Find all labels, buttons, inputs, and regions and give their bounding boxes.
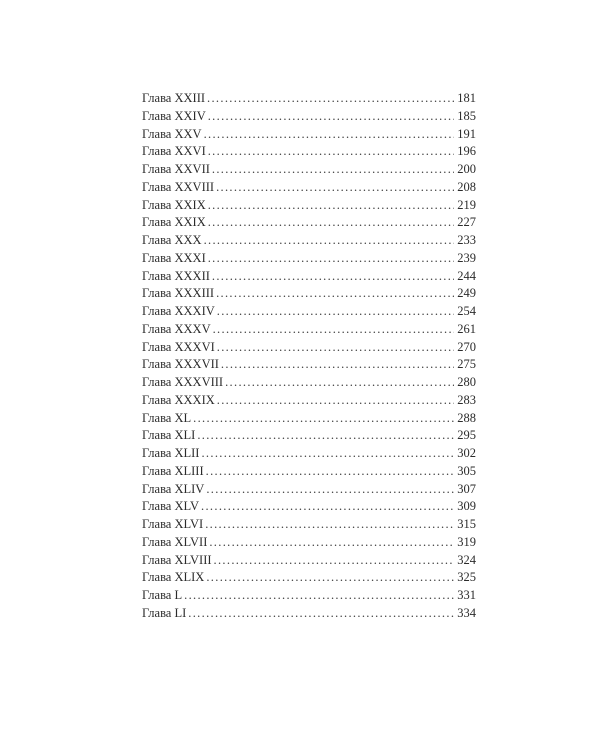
toc-entry-title: Глава XXVI [142,144,206,159]
toc-entry [142,285,476,303]
toc-entry [142,569,476,587]
dot-leader [225,374,454,392]
dot-leader [201,445,454,463]
dot-leader [188,605,454,623]
toc-entry-page-number: 324 [457,552,476,567]
toc-entry [142,605,476,623]
dot-leader [206,569,454,587]
toc-entry [142,268,476,286]
toc-entry-title: Глава XXXI [142,250,206,265]
toc-entry-title: Глава XLVII [142,534,208,549]
toc-entry-title: Глава XLII [142,446,200,460]
toc-entry-page-number: 233 [457,233,476,247]
toc-entry [142,587,476,605]
toc-entry [142,321,476,339]
toc-entry-title: Глава XLIII [142,463,204,478]
toc-entry-title: Глава XXIX [142,197,206,212]
toc-entry-title: Глава XLI [142,428,196,443]
toc-entry-page-number: 261 [457,321,476,336]
toc-entry [142,143,476,161]
toc-entry-page-number: 254 [457,304,476,318]
toc-entry-title: Глава XLVIII [142,552,212,567]
toc-entry-title: Глава XLIV [142,481,205,496]
toc-entry-page-number: 302 [457,446,476,460]
toc-entry [142,108,476,126]
toc-entry-page-number: 280 [457,375,476,389]
toc-entry-page-number: 305 [457,463,476,478]
toc-entry [142,392,476,410]
dot-leader [212,268,454,286]
toc-entry-title: Глава XXXVI [142,339,215,354]
toc-entry-page-number: 239 [457,250,476,265]
toc-entry [142,534,476,552]
dot-leader [201,498,454,516]
toc-entry-title: Глава XL [142,410,192,425]
toc-entry-page-number: 307 [457,481,476,496]
toc-entry [142,356,476,374]
toc-entry-title: Глава XXIII [142,91,206,105]
dot-leader [214,552,454,570]
dot-leader [217,303,454,321]
toc-entry-title: Глава L [142,588,183,602]
toc-entry-page-number: 191 [457,126,476,141]
toc-entry-title: Глава XXV [142,126,202,141]
toc-entry-page-number: 315 [457,517,476,531]
dot-leader [213,321,454,339]
dot-leader [208,143,454,161]
toc-entry-title: Глава XLVI [142,517,204,531]
dot-leader [208,250,454,268]
toc-entry-page-number: 244 [457,268,476,283]
toc-entry-page-number: 227 [457,215,476,230]
toc-entry [142,179,476,197]
dot-leader [221,356,454,374]
toc-entry-page-number: 181 [457,91,476,105]
toc-entry [142,481,476,499]
toc-entry-page-number: 325 [457,570,476,585]
toc-entry-page-number: 219 [457,197,476,212]
toc-entry-page-number: 249 [457,286,476,301]
toc-entry-page-number: 270 [457,339,476,354]
toc-entry-page-number: 319 [457,534,476,549]
toc-entry-title: Глава XXVII [142,162,210,176]
toc-entry-title: Глава XXXVIII [142,375,224,389]
toc-entry-page-number: 200 [457,162,476,176]
toc-entry-title: Глава XXXIII [142,286,215,301]
dot-leader [217,392,454,410]
toc-entry [142,516,476,534]
dot-leader [216,179,454,197]
toc-entry [142,197,476,215]
dot-leader [216,285,454,303]
dot-leader [207,90,454,108]
toc-entry-page-number: 283 [457,392,476,407]
toc-entry-page-number: 208 [457,179,476,194]
dot-leader [206,463,454,481]
toc-entry-title: Глава XXXIX [142,392,215,407]
toc-entry [142,498,476,516]
toc-entry-page-number: 196 [457,144,476,159]
toc-entry-title: Глава XXXVII [142,357,219,372]
dot-leader [209,534,454,552]
toc-entry-page-number: 275 [457,357,476,372]
dot-leader [206,481,454,499]
dot-leader [217,339,454,357]
toc-entry-title: Глава LI [142,605,187,620]
toc-entry [142,250,476,268]
toc-entry-title: Глава XXIV [142,108,206,123]
toc-entry [142,374,476,392]
toc-entry [142,232,476,250]
toc-entry [142,161,476,179]
toc-entry [142,126,476,144]
toc-entry-title: Глава XXXV [142,321,211,336]
toc-entry [142,552,476,570]
dot-leader [184,587,454,605]
toc-entry-title: Глава XXIX [142,215,206,230]
toc-entry-title: Глава XXX [142,233,202,247]
toc-entry-title: Глава XXXIV [142,304,215,318]
dot-leader [208,108,454,126]
toc-entry [142,339,476,357]
dot-leader [204,232,454,250]
toc-entry-page-number: 331 [457,588,476,602]
toc-entry [142,303,476,321]
table-of-contents [142,90,476,623]
toc-entry-page-number: 295 [457,428,476,443]
dot-leader [205,516,454,534]
toc-entry [142,445,476,463]
toc-entry [142,410,476,428]
dot-leader [204,126,454,144]
toc-entry-title: Глава XXXII [142,268,210,283]
toc-entry [142,427,476,445]
toc-entry-page-number: 185 [457,108,476,123]
dot-leader [208,214,454,232]
toc-entry-title: Глава XXVIII [142,179,215,194]
toc-entry-page-number: 334 [457,605,476,620]
toc-entry [142,214,476,232]
dot-leader [208,197,454,215]
dot-leader [197,427,454,445]
toc-entry [142,90,476,108]
toc-entry-page-number: 288 [457,410,476,425]
dot-leader [212,161,454,179]
dot-leader [193,410,454,428]
toc-entry-title: Глава XLIX [142,570,205,585]
toc-entry-page-number: 309 [457,499,476,514]
toc-entry [142,463,476,481]
toc-entry-title: Глава XLV [142,499,200,514]
